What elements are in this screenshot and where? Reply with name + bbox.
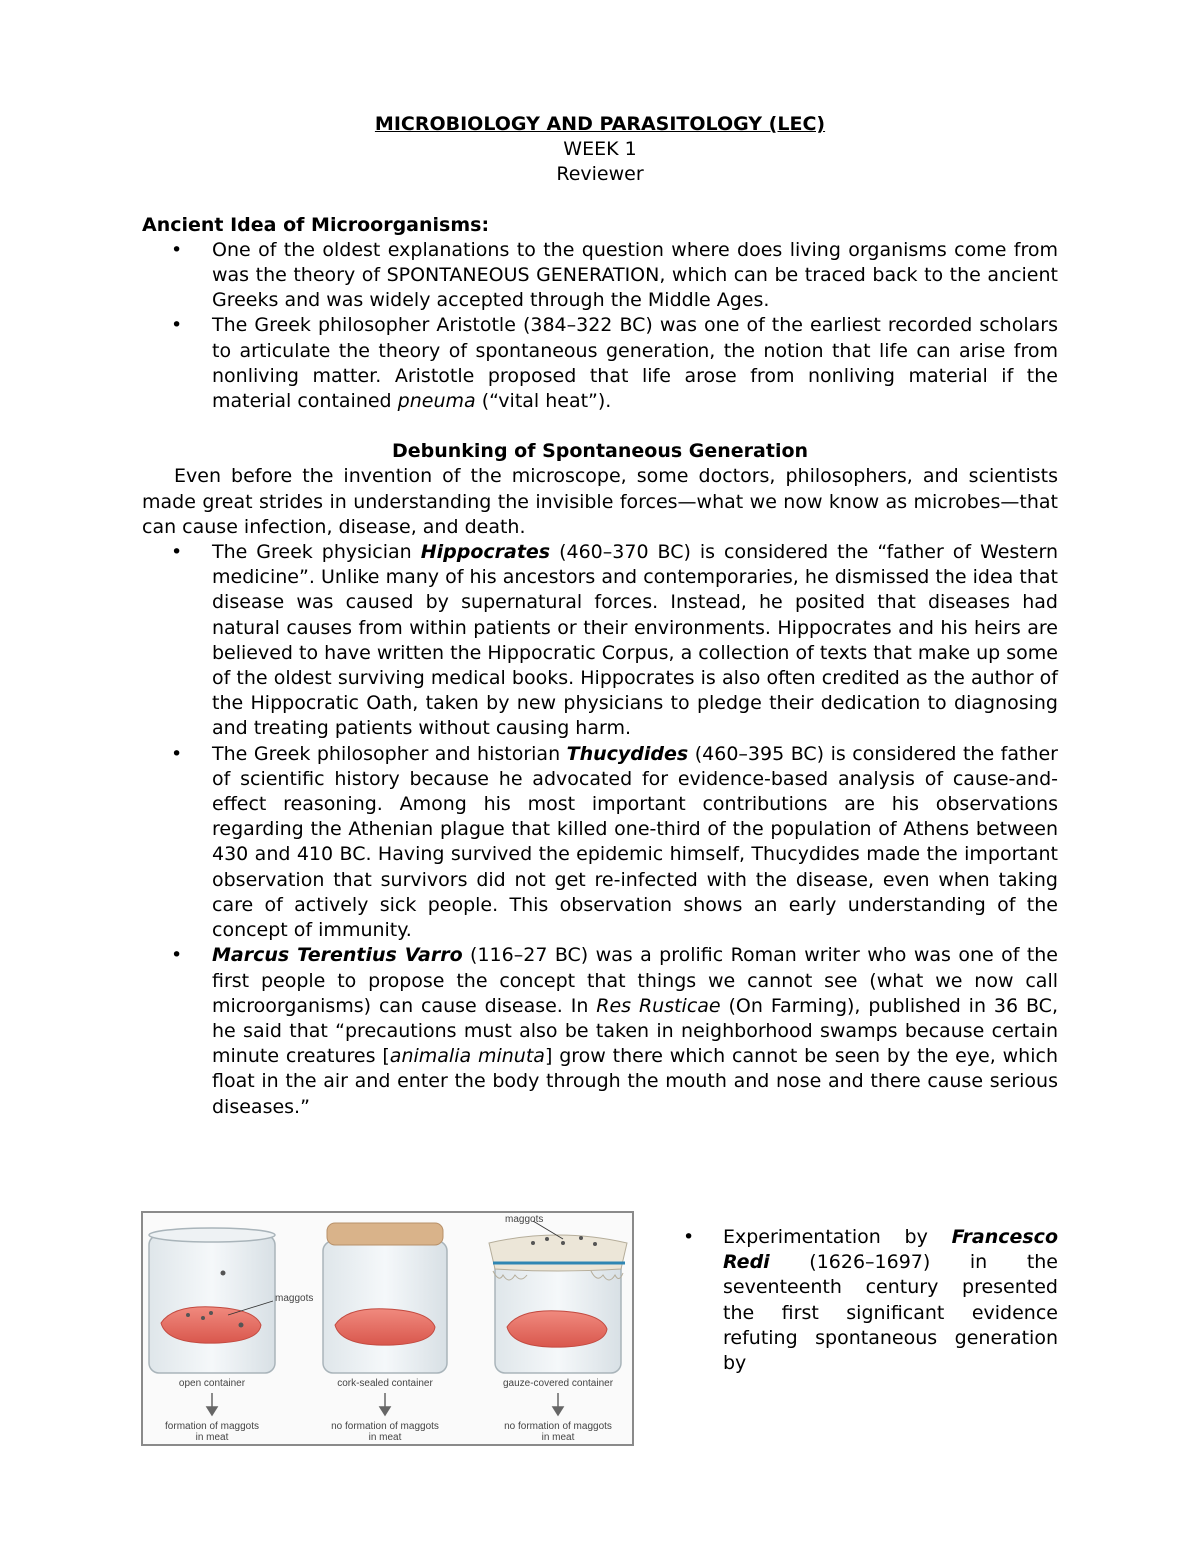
bullet-text: The Greek philosopher and historian: [212, 742, 567, 765]
document-title: MICROBIOLOGY AND PARASITOLOGY (LEC): [374, 113, 826, 135]
bullet-text: The Greek philosopher Aristotle (384–322 BC) was one of the earliest recorded scholars to articulate the theory of spontaneous generation, the notion that life can arise from nonliving matter. Aristotle proposed that life arose from nonliving material if the material contained: [212, 314, 1058, 413]
gauze-result-line1: no formation of maggots: [504, 1421, 612, 1432]
latin-term: animalia minuta: [389, 1045, 545, 1068]
cork-sealed-jar: [323, 1223, 447, 1373]
document-subtitle: Reviewer: [556, 163, 644, 186]
section-heading-ancient-idea: Ancient Idea of Microorganisms:: [142, 213, 490, 236]
list-item: [142, 238, 1058, 314]
ancient-idea-list: [142, 238, 1058, 414]
bullet-text: (460–370 BC) is considered the “father of Western medicine”. Unlike many of his ancestors and contemporaries, he dismissed the idea that disease was caused by supernatural forces. Instead, he posited that diseases had natural causes from within patients or their environments. Hippocrates and his heirs are believed to have written the Hippocratic Corpus, a collection of texts that make up some of the oldest surviving medical books. Hippocrates is also often credited as the author of the Hippocratic Oath, taken by new physicians to pledge their dedication to diagnosing and treating patients without causing harm.: [212, 541, 1058, 740]
document-body: [142, 112, 1058, 1120]
cork-result-line2: in meat: [368, 1432, 402, 1443]
open-jar: [149, 1228, 313, 1373]
maggots-label-top: maggots: [505, 1214, 544, 1225]
week-label: WEEK 1: [563, 138, 637, 161]
maggots-label: maggots: [275, 1293, 314, 1304]
gauze-result-line2: in meat: [541, 1432, 575, 1443]
name-varro: Marcus Terentius Varro: [212, 944, 463, 967]
cork-result-line1: no formation of maggots: [331, 1421, 439, 1432]
open-container-label: open container: [178, 1378, 246, 1389]
intro-paragraph: Even before the invention of the microscope, some doctors, philosophers, and scientists made great strides in understanding the invisible forces—what we now know as microbes—that can cause infection, disease, and death.: [142, 465, 1058, 538]
redi-experiment-figure: [141, 1211, 634, 1446]
bullet-text: (On Farming), published in 36 BC, he said that “precautions must also be taken in neighborhood swamps because certain minute creatures [: [212, 994, 1058, 1068]
open-result-line2: in meat: [195, 1432, 229, 1443]
experiment-illustration: [143, 1213, 632, 1444]
redi-side-column: [683, 1225, 1058, 1376]
section-heading-debunking: Debunking of Spontaneous Generation: [391, 440, 809, 463]
list-item-redi: [683, 1225, 1058, 1376]
bullet-text: One of the oldest explanations to the question where does living organisms come from was the theory of SPONTANEOUS GENERATION, which can be traced back to the ancient Greeks and was widely accepted through the Middle Ages.: [212, 238, 1058, 312]
bullet-text: (116–27 BC) was a prolific Roman writer who was one of the first people to propose the concept that things we cannot see (what we now call microorganisms) can cause disease. In: [212, 944, 1058, 1017]
bullet-text: (1626–1697) in the seventeenth century presented the first significant evidence refuting spontaneous generation by: [723, 1251, 1058, 1375]
gauze-container-label: gauze-covered container: [502, 1378, 614, 1389]
list-item: [142, 313, 1058, 414]
open-result-line1: formation of maggots: [165, 1421, 259, 1432]
work-title: Res Rusticae: [596, 994, 721, 1017]
list-item-thucydides: [142, 742, 1058, 944]
debunking-list: [142, 540, 1058, 1120]
name-redi: Francesco Redi: [723, 1226, 1058, 1274]
bullet-text-end: (“vital heat”).: [475, 390, 612, 413]
bullet-text: The Greek physician: [212, 541, 421, 564]
redi-list: [683, 1225, 1058, 1376]
bullet-text: (460–395 BC) is considered the father of scientific history because he advocated for evidence-based analysis of cause-and-effect reasoning. Among his most important contributions are his observations regarding the Athenian plague that killed one-third of the population of Athens between 430 and 410 BC. Having survived the epidemic himself, Thucydides made the important observation that survivors did not get re-infected with the disease, even when taking care of actively sick people. This observation shows an early understanding of the concept of immunity.: [212, 742, 1058, 942]
cork-container-label: cork-sealed container: [337, 1378, 433, 1389]
list-item-hippocrates: [142, 540, 1058, 742]
gauze-covered-jar: [489, 1214, 627, 1373]
pneuma-term: pneuma: [397, 390, 476, 413]
list-item-varro: [142, 943, 1058, 1119]
name-hippocrates: Hippocrates: [420, 541, 551, 564]
name-thucydides: Thucydides: [566, 742, 689, 765]
bullet-text: Experimentation by: [723, 1226, 952, 1248]
bullet-text: ] grow there which cannot be seen by the eye, which float in the air and enter the body through the mouth and nose and there cause serious diseases.”: [212, 1045, 1058, 1118]
